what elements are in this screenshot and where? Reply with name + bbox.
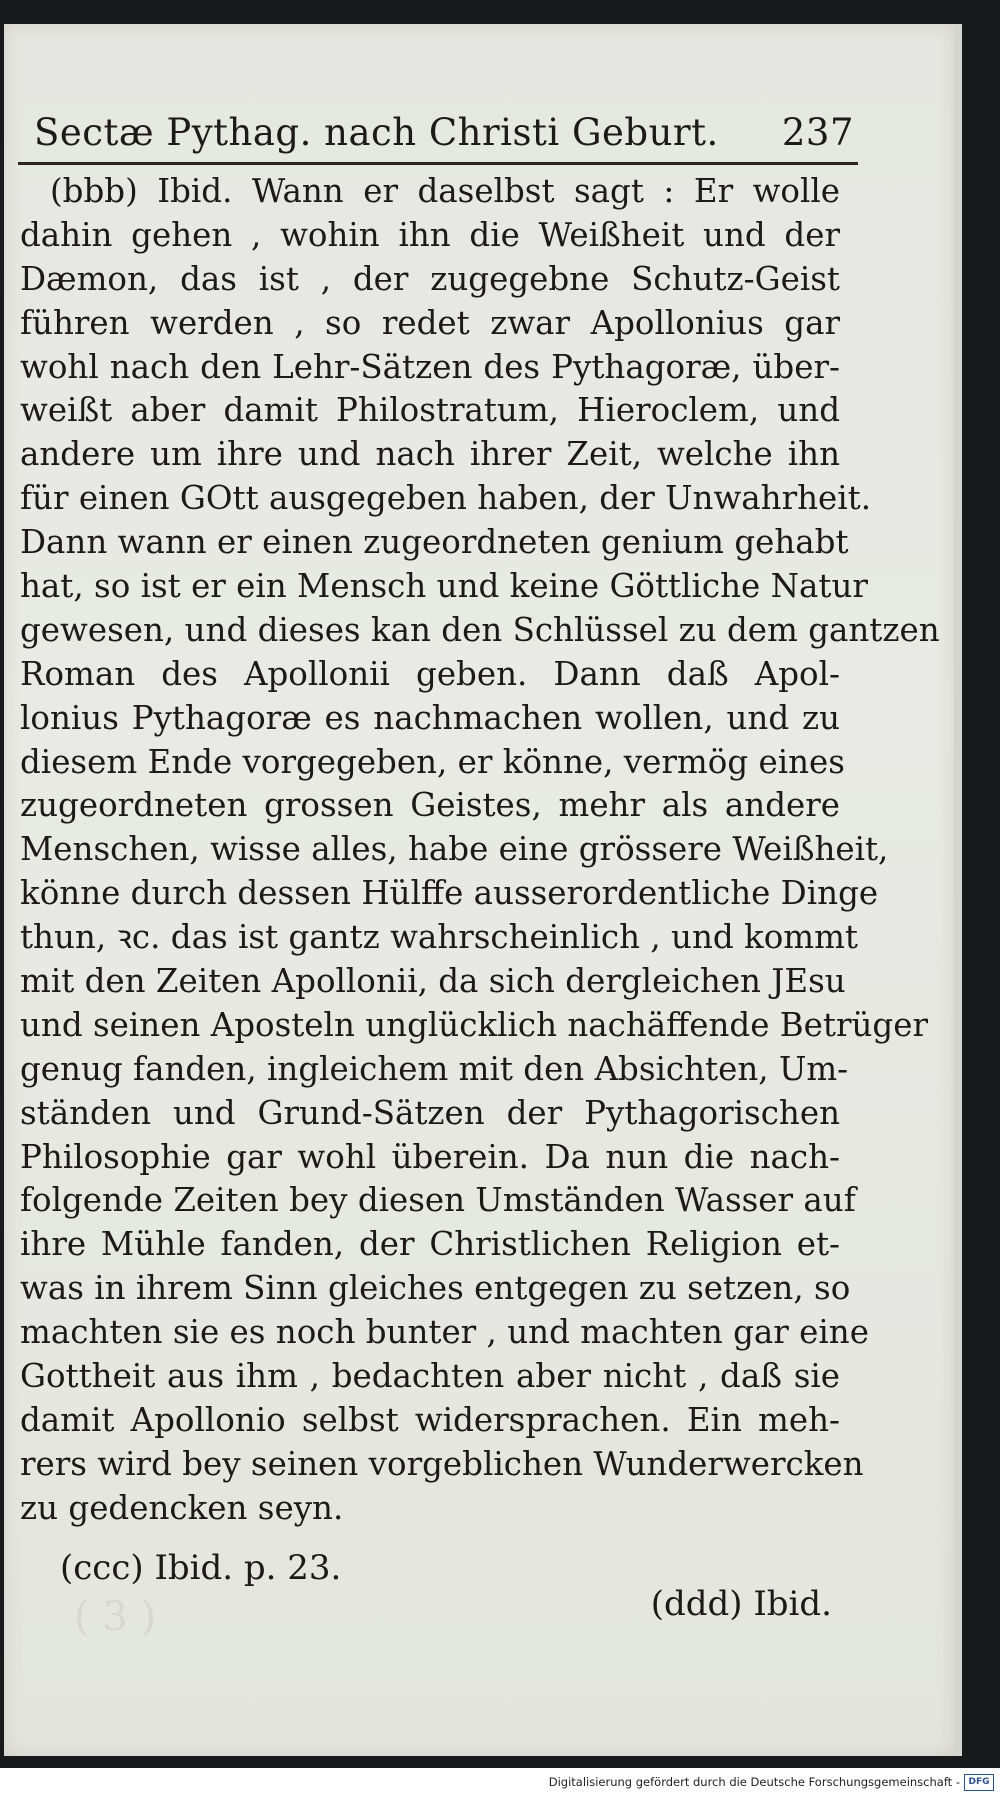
text-line: was in ihrem Sinn gleiches entgegen zu setzen, so xyxy=(20,1269,851,1308)
text-line: thun, ꝛc. das ist gantz wahrscheinlich , und kommt xyxy=(20,918,858,957)
header-title: Sectæ Pythag. nach Christi Geburt. xyxy=(34,111,719,154)
text-line: andere um ihre und nach ihrer Zeit, welche ihn xyxy=(20,435,840,474)
footnote-ccc: (ccc) Ibid. p. 23. xyxy=(60,1548,342,1588)
body-text xyxy=(20,170,940,1531)
text-line: wohl nach den Lehr-Sätzen des Pythagoræ, über- xyxy=(20,347,840,386)
text-line: folgende Zeiten bey diesen Umständen Wasser auf xyxy=(20,1181,856,1220)
text-line: Dæmon, das ist , der zugegebne Schutz-Geist xyxy=(20,259,840,298)
text-line: zugeordneten grossen Geistes, mehr als andere xyxy=(20,786,840,825)
catchword: (ddd) Ibid. xyxy=(650,1584,832,1624)
text-line: dahin gehen , wohin ihn die Weißheit und der xyxy=(20,215,840,254)
text-line: rers wird bey seinen vorgeblichen Wunderwercken xyxy=(20,1444,864,1483)
text-line: Philosophie gar wohl überein. Da nun die nach- xyxy=(20,1137,840,1176)
page-number: 237 xyxy=(781,111,854,154)
text-line: könne durch dessen Hülffe ausserordentliche Dinge xyxy=(20,874,879,913)
text-line: gewesen, und dieses kan den Schlüssel zu dem gantzen xyxy=(20,610,940,649)
text-line: Menschen, wisse alles, habe eine grössere Weißheit, xyxy=(20,830,889,869)
text-line: diesem Ende vorgegeben, er könne, vermög eines xyxy=(20,742,845,781)
text-line: machten sie es noch bunter , und machten gar eine xyxy=(20,1313,869,1352)
dfg-logo: DFG xyxy=(964,1774,994,1791)
book-page xyxy=(4,24,962,1756)
text-line: zu gedencken seyn. xyxy=(20,1488,344,1527)
text-line: hat, so ist er ein Mensch und keine Göttliche Natur xyxy=(20,567,868,606)
text-line: ständen und Grund-Sätzen der Pythagorischen xyxy=(20,1093,840,1132)
funding-credit: Digitalisierung gefördert durch die Deutsche Forschungsgemeinschaft - xyxy=(548,1775,960,1789)
text-line: Gottheit aus ihm , bedachten aber nicht , daß sie xyxy=(20,1357,840,1396)
header-rule xyxy=(18,162,858,165)
text-line: genug fanden, ingleichem mit den Absichten, Um- xyxy=(20,1049,849,1088)
text-line: Roman des Apollonii geben. Dann daß Apol- xyxy=(20,654,840,693)
text-line: Dann wann er einen zugeordneten genium gehabt xyxy=(20,523,849,562)
text-line: und seinen Aposteln unglücklich nachäffende Betrüger xyxy=(20,1005,929,1044)
text-line: weißt aber damit Philostratum, Hieroclem, und xyxy=(20,391,840,430)
text-line: für einen GOtt ausgegeben haben, der Unwahrheit. xyxy=(20,479,872,518)
text-line: ihre Mühle fanden, der Christlichen Religion et- xyxy=(20,1225,840,1264)
text-line: damit Apollonio selbst widersprachen. Ein meh- xyxy=(20,1400,840,1439)
running-header xyxy=(34,84,854,154)
text-line: führen werden , so redet zwar Apollonius gar xyxy=(20,303,840,342)
bleed-through-mark: ( 3 ) xyxy=(74,1594,157,1640)
text-line: (bbb) Ibid. Wann er daselbst sagt : Er wolle xyxy=(50,172,840,210)
text-line: mit den Zeiten Apollonii, da sich dergleichen JEsu xyxy=(20,962,846,1001)
text-line: lonius Pythagoræ es nachmachen wollen, und zu xyxy=(20,698,840,737)
